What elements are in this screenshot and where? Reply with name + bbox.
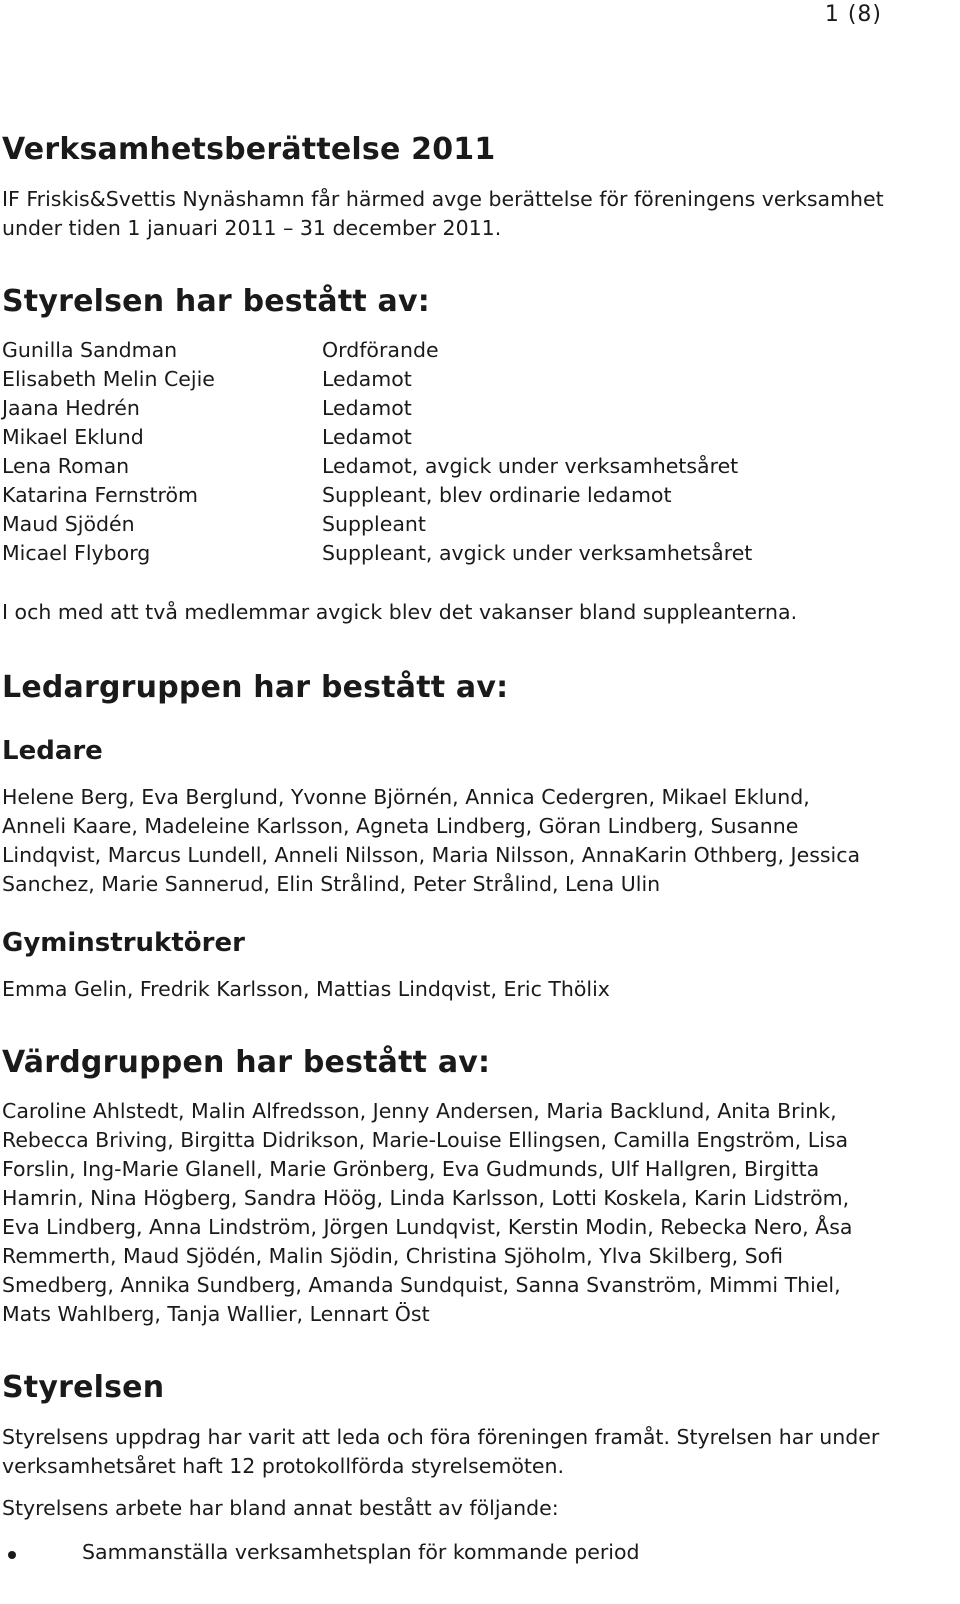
board-note: I och med att två medlemmar avgick blev det vakanser bland suppleanterna. (2, 600, 798, 624)
gym-line: Emma Gelin, Fredrik Karlsson, Mattias Lindqvist, Eric Thölix (2, 977, 610, 1001)
board-member-role: Suppleant (322, 512, 426, 536)
ledare-heading: Ledare (2, 736, 103, 766)
leaders-heading: Ledargruppen har bestått av: (2, 670, 509, 705)
hosts-line-4: Hamrin, Nina Högberg, Sandra Höög, Linda Karlsson, Lotti Koskela, Karin Lidström, (2, 1186, 850, 1210)
board-member-name: Gunilla Sandman (2, 338, 178, 362)
task-list-item (38, 1540, 640, 1564)
board-member-row (2, 483, 952, 512)
board-member-name: Maud Sjödén (2, 512, 135, 536)
ledare-line-4: Sanchez, Marie Sannerud, Elin Strålind, Peter Strålind, Lena Ulin (2, 872, 661, 896)
ledare-line-3: Lindqvist, Marcus Lundell, Anneli Nilsson, Maria Nilsson, AnnaKarin Othberg, Jessica (2, 843, 861, 867)
board-member-row (2, 367, 952, 396)
board-member-role: Ledamot (322, 425, 412, 449)
board-member-role: Ledamot, avgick under verksamhetsåret (322, 454, 739, 478)
board-member-row (2, 338, 952, 367)
hosts-line-6: Remmerth, Maud Sjödén, Malin Sjödin, Christina Sjöholm, Ylva Skilberg, Sofi (2, 1244, 784, 1268)
board-member-row (2, 541, 952, 570)
hosts-line-8: Mats Wahlberg, Tanja Wallier, Lennart Öst (2, 1302, 430, 1326)
board-member-role: Ledamot (322, 396, 412, 420)
board-member-row (2, 454, 952, 483)
board-member-role: Ledamot (322, 367, 412, 391)
styrelsen-heading: Styrelsen (2, 1370, 165, 1405)
board-member-name: Mikael Eklund (2, 425, 144, 449)
board-heading: Styrelsen har bestått av: (2, 284, 430, 319)
hosts-heading: Värdgruppen har bestått av: (2, 1045, 491, 1080)
board-member-name: Lena Roman (2, 454, 130, 478)
hosts-line-5: Eva Lindberg, Anna Lindström, Jörgen Lundqvist, Kerstin Modin, Rebecka Nero, Åsa (2, 1215, 853, 1239)
document-title: Verksamhetsberättelse 2011 (2, 132, 496, 167)
ledare-line-2: Anneli Kaare, Madeleine Karlsson, Agneta Lindberg, Göran Lindberg, Susanne (2, 814, 799, 838)
bullet-dot-icon (8, 1551, 16, 1559)
board-member-role: Suppleant, blev ordinarie ledamot (322, 483, 672, 507)
board-member-role: Ordförande (322, 338, 439, 362)
gym-heading: Gyminstruktörer (2, 928, 245, 958)
ledare-line-1: Helene Berg, Eva Berglund, Yvonne Björnén, Annica Cedergren, Mikael Eklund, (2, 785, 810, 809)
styrelsen-tasks-intro: Styrelsens arbete har bland annat bestått av följande: (2, 1496, 559, 1520)
board-member-row (2, 396, 952, 425)
intro-line-1: IF Friskis&Svettis Nynäshamn får härmed avge berättelse för föreningens verksamhet (2, 187, 884, 211)
page-number: 1 (8) (824, 2, 882, 27)
hosts-line-7: Smedberg, Annika Sundberg, Amanda Sundquist, Sanna Svanström, Mimmi Thiel, (2, 1273, 841, 1297)
hosts-line-1: Caroline Ahlstedt, Malin Alfredsson, Jenny Andersen, Maria Backlund, Anita Brink, (2, 1099, 837, 1123)
board-member-name: Katarina Fernström (2, 483, 198, 507)
board-member-name: Jaana Hedrén (2, 396, 140, 420)
board-member-row (2, 512, 952, 541)
styrelsen-line-1: Styrelsens uppdrag har varit att leda och föra föreningen framåt. Styrelsen har under (2, 1425, 880, 1449)
board-member-name: Elisabeth Melin Cejie (2, 367, 215, 391)
board-member-role: Suppleant, avgick under verksamhetsåret (322, 541, 753, 565)
board-member-row (2, 425, 952, 454)
task-text: Sammanställa verksamhetsplan för kommande period (82, 1540, 640, 1564)
styrelsen-line-2: verksamhetsåret haft 12 protokollförda styrelsemöten. (2, 1454, 565, 1478)
hosts-line-3: Forslin, Ing-Marie Glanell, Marie Grönberg, Eva Gudmunds, Ulf Hallgren, Birgitta (2, 1157, 820, 1181)
board-member-name: Micael Flyborg (2, 541, 151, 565)
intro-line-2: under tiden 1 januari 2011 – 31 december 2011. (2, 216, 502, 240)
hosts-line-2: Rebecca Briving, Birgitta Didrikson, Marie-Louise Ellingsen, Camilla Engström, Lisa (2, 1128, 849, 1152)
